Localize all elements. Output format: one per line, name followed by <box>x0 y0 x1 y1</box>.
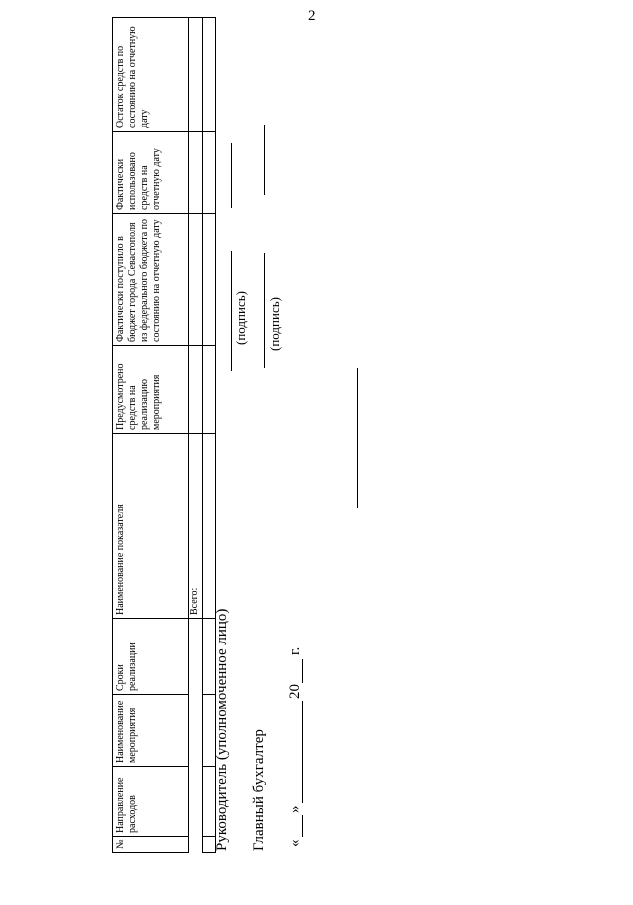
header-cell-number: № <box>113 837 189 853</box>
extra-signature-line <box>357 368 358 508</box>
head-signature-caption: (подпись) <box>233 291 248 345</box>
page-number: 2 <box>308 8 316 24</box>
date-close-quote: » <box>287 805 303 813</box>
header-cell-remaining-funds: Остаток средств по состоянию на отчетную дату <box>113 18 189 132</box>
date-day-line <box>302 815 303 837</box>
date-year-line <box>302 659 303 683</box>
header-cell-event-name: Наименование мероприятия <box>113 695 189 767</box>
accountant-signature-caption: (подпись) <box>267 297 282 351</box>
header-cell-planned-funds: Предусмотрено средств на реализацию мероприятия <box>113 346 189 434</box>
header-cell-used-funds: Фактически использовано средств на отчетную дату <box>113 132 189 214</box>
accountant-signature-line <box>264 253 265 368</box>
total-label-cell: Всего: <box>189 434 203 619</box>
signature-block <box>112 18 412 853</box>
header-cell-terms: Сроки реализации <box>113 619 189 695</box>
header-cell-indicator-name: Наименование показателя <box>113 434 189 619</box>
date-year: 20 <box>287 684 303 699</box>
date-month-line <box>302 701 303 803</box>
header-cell-received-funds: Фактически поступило в бюджет города Севастополя из федерального бюджета по состоянию на отчетную дату <box>113 214 189 346</box>
rotated-report-page <box>112 18 303 853</box>
header-cell-direction: Направление расходов <box>113 767 189 837</box>
date-open-quote: « <box>287 839 303 847</box>
accountant-label: Главный бухгалтер <box>251 729 267 851</box>
head-signature-line <box>231 251 232 371</box>
accountant-name-line <box>264 125 265 195</box>
head-name-line <box>231 143 232 208</box>
date-suffix: г. <box>287 646 303 655</box>
head-label: Руководитель (уполномоченное лицо) <box>214 608 230 851</box>
